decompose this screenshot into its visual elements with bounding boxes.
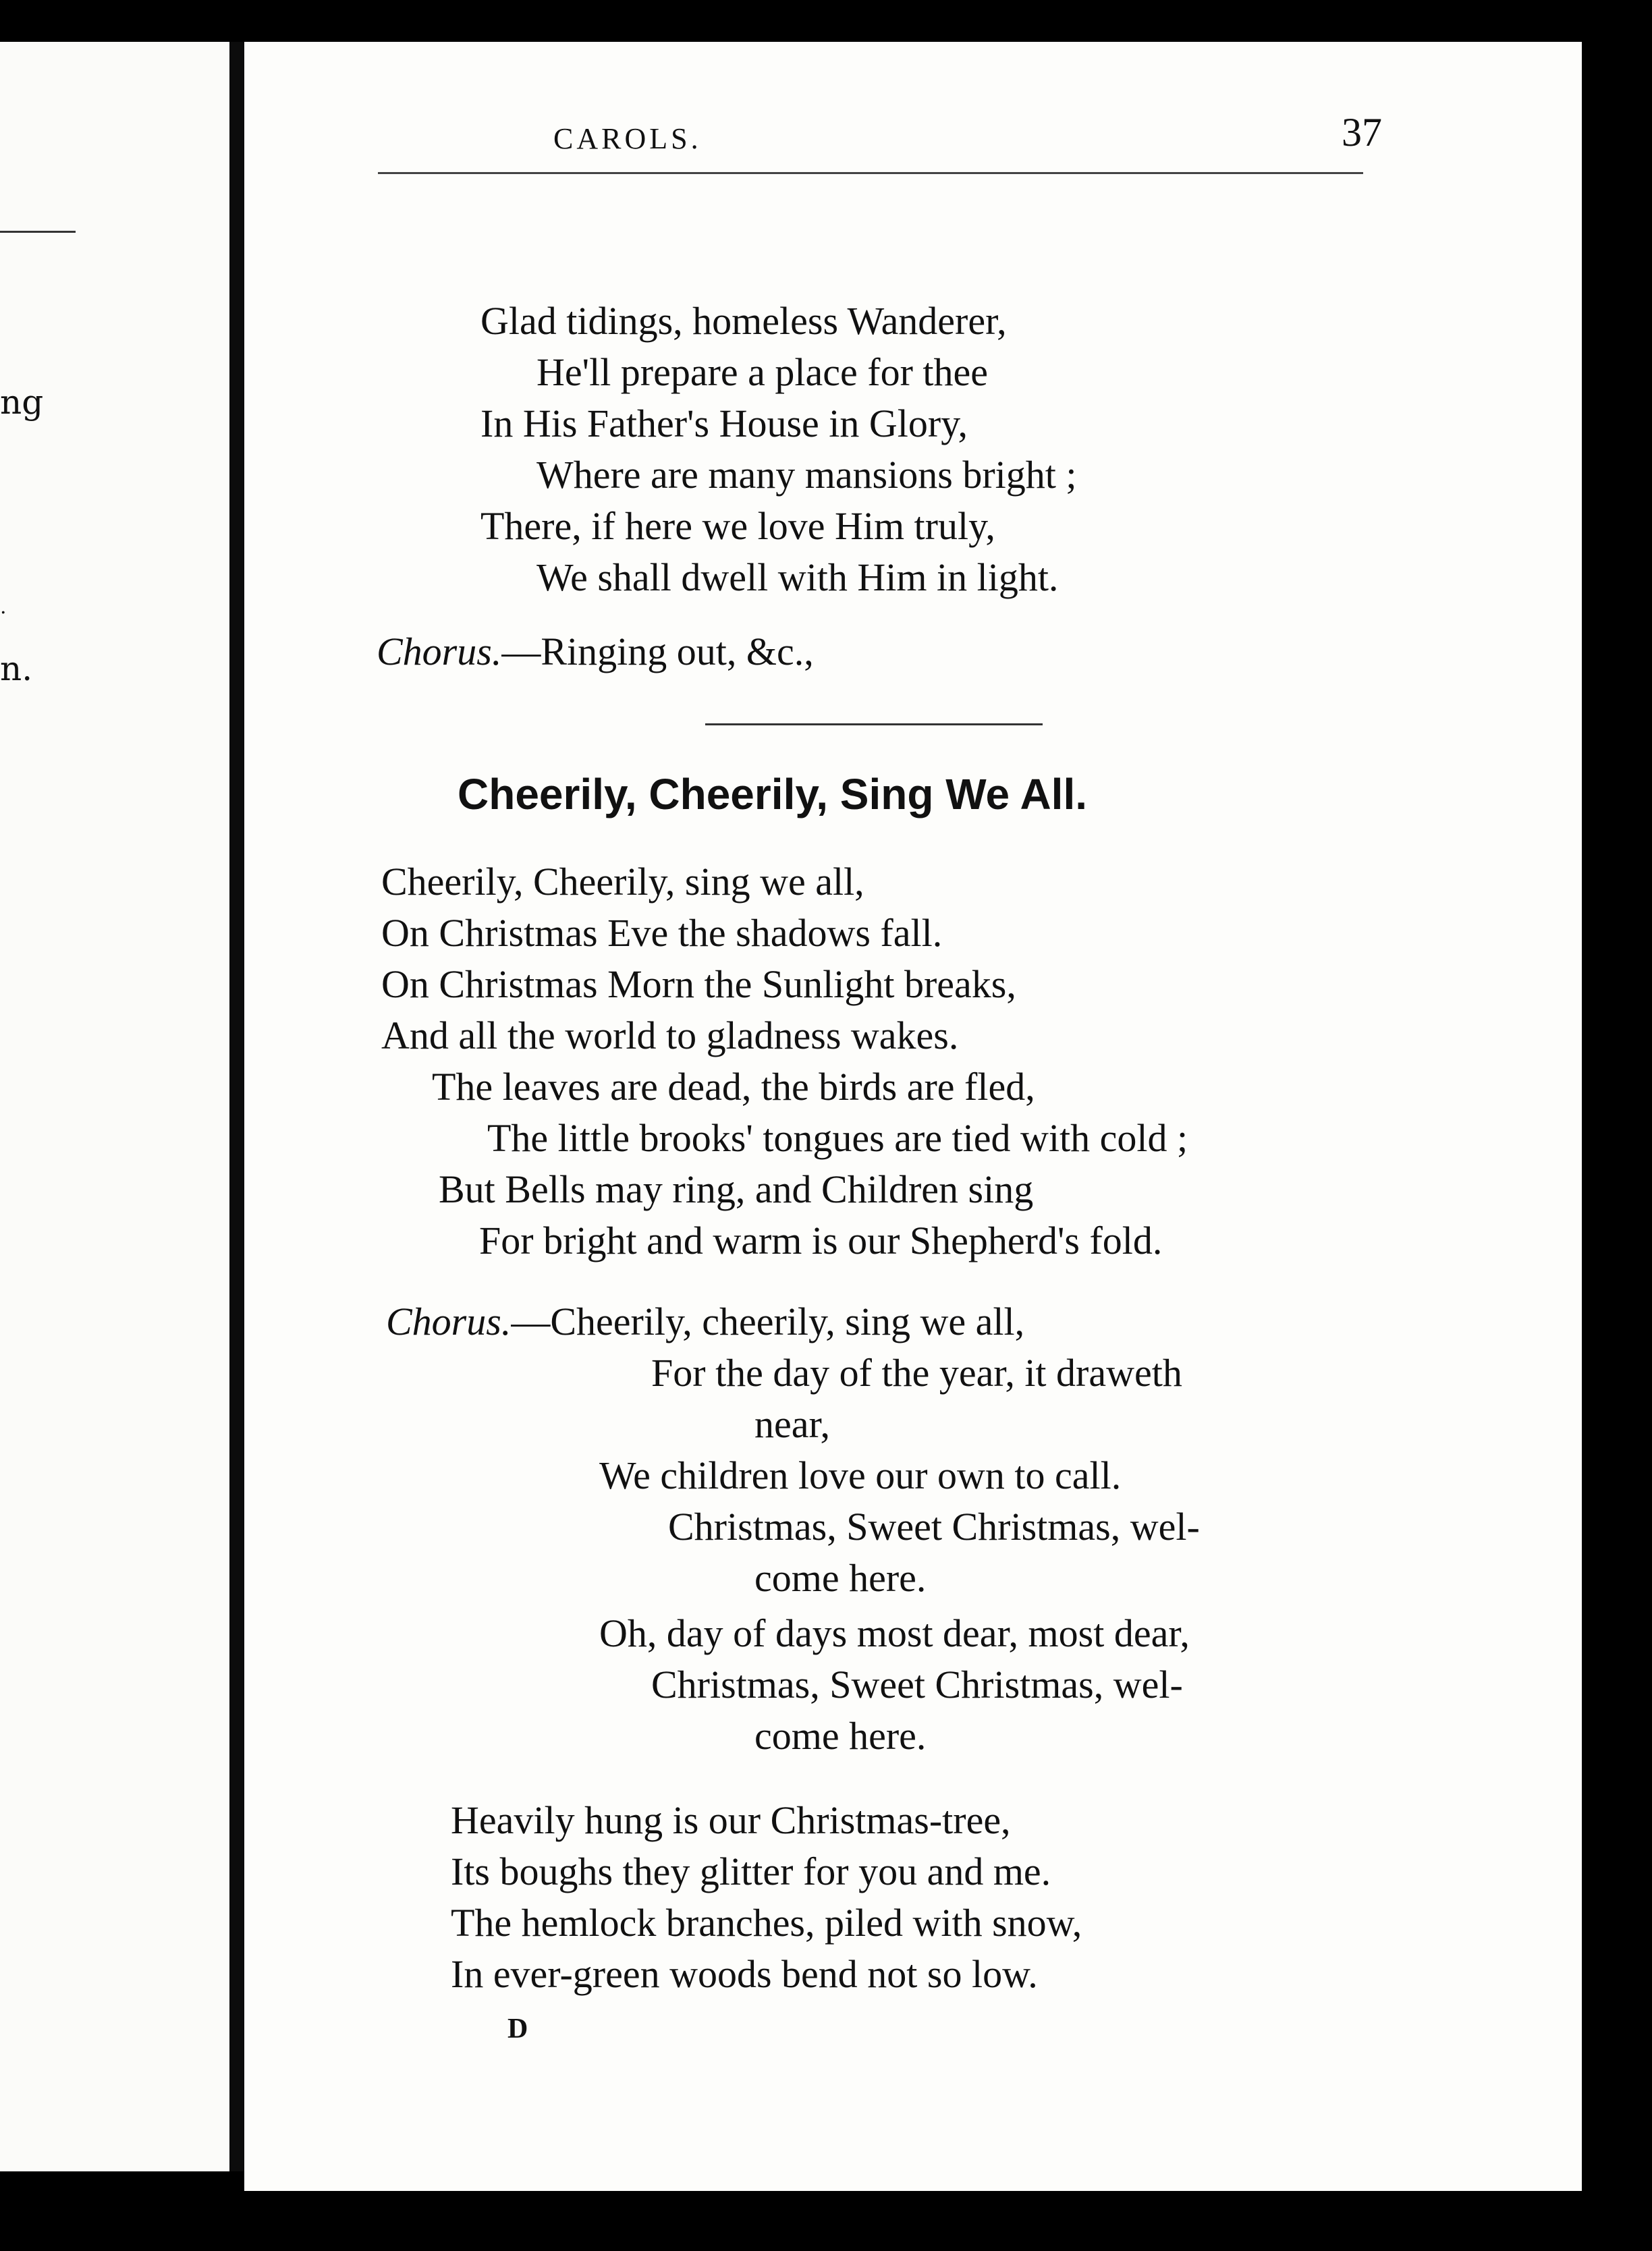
chorus-line: come here. xyxy=(754,1714,927,1758)
chorus-text: —Cheerily, cheerily, sing we all, xyxy=(511,1300,1025,1343)
verse-line: Cheerily, Cheerily, sing we all, xyxy=(381,860,864,904)
chorus-label: Chorus. xyxy=(377,630,502,673)
book-gutter xyxy=(229,42,244,2171)
verse-line: We shall dwell with Him in light. xyxy=(536,555,1059,599)
chorus-line: Christmas, Sweet Christmas, wel- xyxy=(651,1663,1183,1706)
chorus-line: For the day of the year, it draweth xyxy=(651,1351,1182,1395)
signature-mark: D xyxy=(507,2013,528,2045)
verse-line: The leaves are dead, the birds are fled, xyxy=(432,1065,1035,1109)
left-page-rule xyxy=(0,231,76,233)
chorus-line: come here. xyxy=(754,1556,927,1600)
left-page-fragment: n. xyxy=(0,649,33,688)
chorus-first-line xyxy=(386,1296,1024,1347)
verse-line: He'll prepare a place for thee xyxy=(536,350,988,394)
verse-line: And all the world to gladness wakes. xyxy=(381,1013,959,1057)
verse-line: The hemlock branches, piled with snow, xyxy=(451,1901,1082,1945)
verse-line: For bright and warm is our Shepherd's fold. xyxy=(479,1219,1163,1262)
verse-line: In His Father's House in Glory, xyxy=(480,401,968,445)
verse-line: In ever-green woods bend not so low. xyxy=(451,1952,1038,1996)
left-page-fragment: ng xyxy=(0,383,44,422)
chorus-line: We children love our own to call. xyxy=(599,1453,1122,1497)
chorus-text: —Ringing out, &c., xyxy=(501,630,814,673)
verse-line: Where are many mansions bright ; xyxy=(536,453,1077,497)
carol-title: Cheerily, Cheerily, Sing We All. xyxy=(458,770,1087,818)
verse-line: The little brooks' tongues are tied with cold ; xyxy=(487,1116,1188,1160)
section-rule xyxy=(705,723,1043,725)
verse-line: Its boughs they glitter for you and me. xyxy=(451,1850,1051,1893)
verse-line: There, if here we love Him truly, xyxy=(480,504,995,548)
chorus-reference xyxy=(377,626,814,677)
chorus-line: near, xyxy=(754,1402,830,1446)
page-number: 37 xyxy=(1342,110,1382,155)
chorus-line: Oh, day of days most dear, most dear, xyxy=(599,1611,1190,1655)
header-rule xyxy=(378,172,1363,174)
verse-line: Glad tidings, homeless Wanderer, xyxy=(480,299,1007,343)
running-head: CAROLS. xyxy=(553,122,702,155)
chorus-line: Christmas, Sweet Christmas, wel- xyxy=(668,1505,1200,1549)
left-page xyxy=(0,42,229,2171)
verse-line: On Christmas Eve the shadows fall. xyxy=(381,911,943,955)
left-page-fragment: . xyxy=(0,595,7,619)
verse-line: Heavily hung is our Christmas-tree, xyxy=(451,1798,1011,1842)
verse-line: But Bells may ring, and Children sing xyxy=(439,1167,1034,1211)
chorus-label: Chorus. xyxy=(386,1300,512,1343)
verse-line: On Christmas Morn the Sunlight breaks, xyxy=(381,962,1016,1006)
